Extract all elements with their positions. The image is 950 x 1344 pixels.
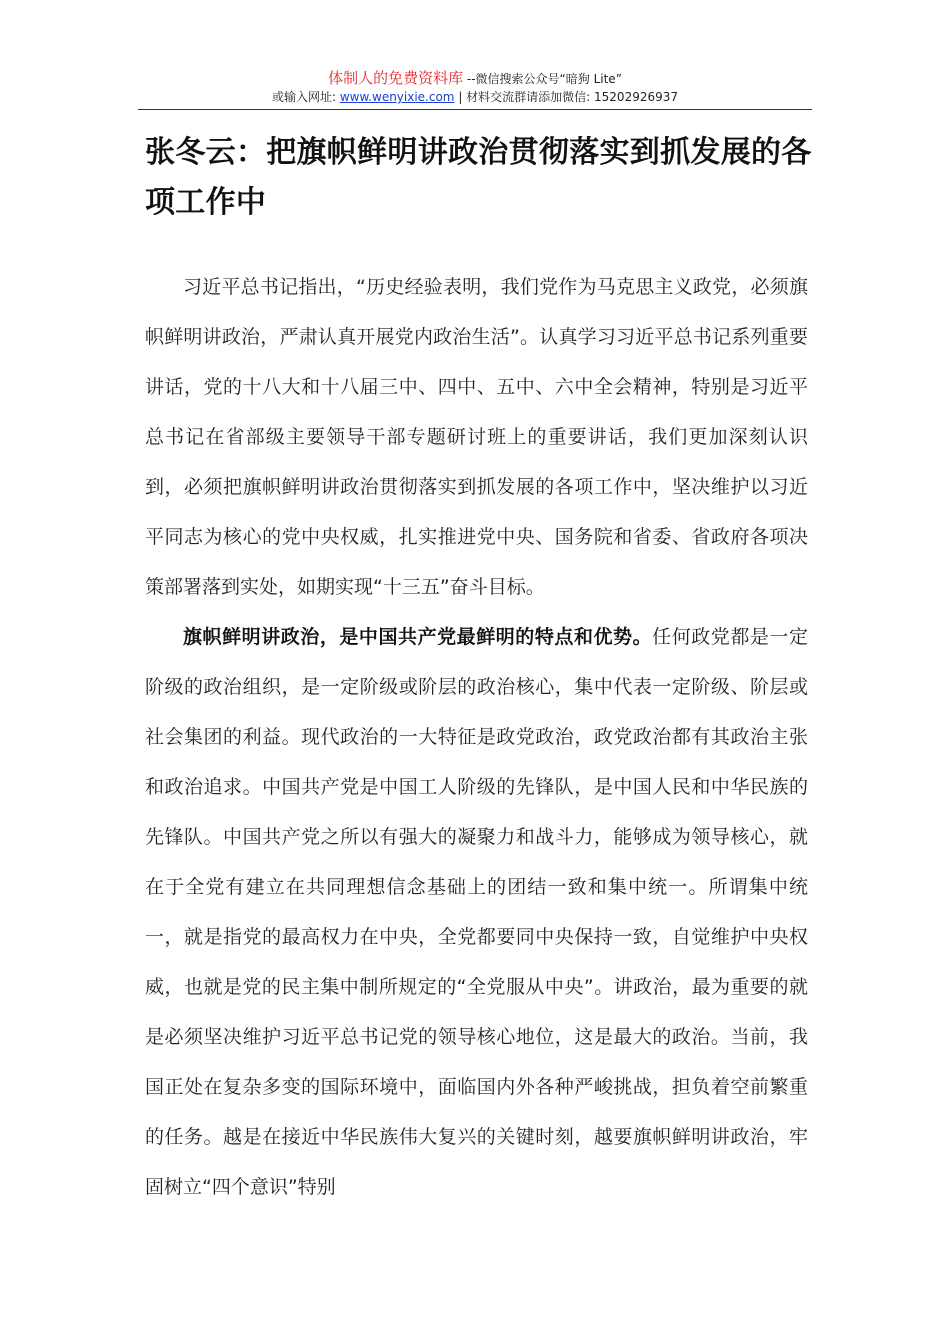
page-header [138,68,812,106]
header-contact-line [138,88,812,106]
header-url-link[interactable]: www.wenyixie.com [339,90,455,104]
article-body [145,262,808,1212]
article-paragraph-2 [145,612,808,1212]
paragraph-lead: 旗帜鲜明讲政治，是中国共产党最鲜明的特点和优势。 [183,626,653,648]
paragraph-text: 任何政党都是一定阶级的政治组织，是一定阶级或阶层的政治核心，集中代表一定阶级、阶层或社会集团的利益。现代政治的一大特征是政党政治，政党政治都有其政治主张和政治追求。中国共产党是中国工人阶级的先锋队，是中国人民和中华民族的先锋队。中国共产党之所以有强大的凝聚力和战斗力，能够成为领导核心，就在于全党有建立在共同理想信念基础上的团结一致和集中统一。所谓集中统一，就是指党的最高权力在中央，全党都要同中央保持一致，自觉维护中央权威，也就是党的民主集中制所规定的“全党服从中央”。讲政治，最为重要的就是必须坚决维护习近平总书记党的领导核心地位，这是最大的政治。当前，我国正处在复杂多变的国际环境中，面临国内外各种严峻挑战，担负着空前繁重的任务。越是在接近中华民族伟大复兴的关键时刻，越要旗帜鲜明讲政治，牢固树立“四个意识”特别 [145,626,808,1198]
header-url-prefix: 或输入网址: [271,90,340,104]
header-contact: | 材料交流群请添加微信: 15202926937 [454,90,679,104]
header-brand: 体制人的免费资料库 [328,69,464,87]
header-divider [138,109,812,110]
paragraph-text: 习近平总书记指出，“历史经验表明，我们党作为马克思主义政党，必须旗帜鲜明讲政治，严肃认真开展党内政治生活”。认真学习习近平总书记系列重要讲话，党的十八大和十八届三中、四中、五中、六中全会精神，特别是习近平总书记在省部级主要领导干部专题研讨班上的重要讲话，我们更加深刻认识到，必须把旗帜鲜明讲政治贯彻落实到抓发展的各项工作中，坚决维护以习近平同志为核心的党中央权威，扎实推进党中央、国务院和省委、省政府各项决策部署落到实处，如期实现“十三五”奋斗目标。 [145,276,808,598]
header-promo-line [138,68,812,88]
article-title: 张冬云：把旗帜鲜明讲政治贯彻落实到抓发展的各项工作中 [145,135,812,220]
header-tagline: --微信搜索公众号“暗狗 Lite” [463,72,622,86]
article-paragraph-1 [145,262,808,612]
